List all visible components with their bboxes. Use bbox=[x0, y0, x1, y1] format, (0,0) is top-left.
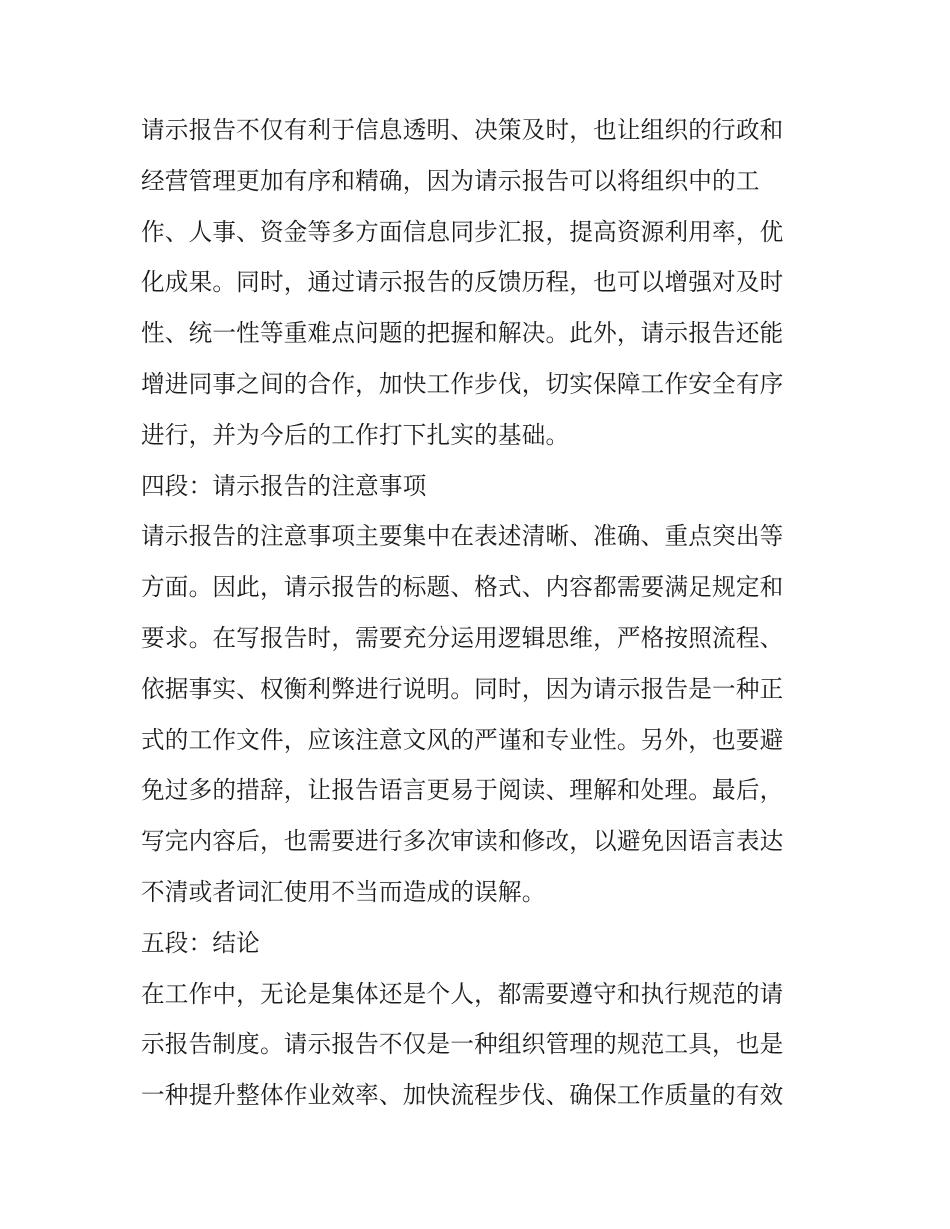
paragraph-3-line: 化成果。同时，通过请示报告的反馈历程，也可以增强对及时 bbox=[141, 268, 784, 297]
paragraph-5-line: 示报告制度。请示报告不仅是一种组织管理的规范工具，也是 bbox=[141, 1030, 784, 1059]
section-heading-4: 四段：请示报告的注意事项 bbox=[141, 471, 427, 500]
paragraph-4-line: 式的工作文件，应该注意文风的严谨和专业性。另外，也要避 bbox=[141, 725, 784, 754]
paragraph-3-line: 经营管理更加有序和精确，因为请示报告可以将组织中的工 bbox=[141, 166, 760, 195]
paragraph-4-line: 方面。因此，请示报告的标题、格式、内容都需要满足规定和 bbox=[141, 573, 784, 602]
paragraph-5-line: 一种提升整体作业效率、加快流程步伐、确保工作质量的有效 bbox=[141, 1081, 784, 1110]
paragraph-4-line: 免过多的措辞，让报告语言更易于阅读、理解和处理。最后， bbox=[141, 776, 784, 805]
paragraph-3-line: 作、人事、资金等多方面信息同步汇报，提高资源利用率，优 bbox=[141, 217, 784, 246]
section-heading-5: 五段：结论 bbox=[141, 928, 260, 957]
paragraph-3-line: 进行，并为今后的工作打下扎实的基础。 bbox=[141, 420, 570, 449]
paragraph-3-line: 请示报告不仅有利于信息透明、决策及时，也让组织的行政和 bbox=[141, 116, 784, 144]
document-body bbox=[141, 105, 813, 1121]
paragraph-3-line: 增进同事之间的合作，加快工作步伐，切实保障工作安全有序 bbox=[141, 369, 784, 398]
paragraph-4-line: 不清或者词汇使用不当而造成的误解。 bbox=[141, 877, 546, 906]
paragraph-3-line: 性、统一性等重难点问题的把握和解决。此外，请示报告还能 bbox=[141, 319, 784, 348]
paragraph-4-line: 要求。在写报告时，需要充分运用逻辑思维，严格按照流程、 bbox=[141, 623, 784, 652]
paragraph-4-line: 请示报告的注意事项主要集中在表述清晰、准确、重点突出等 bbox=[141, 522, 784, 551]
paragraph-5-line: 在工作中，无论是集体还是个人，都需要遵守和执行规范的请 bbox=[141, 979, 784, 1008]
paragraph-4-line: 依据事实、权衡利弊进行说明。同时，因为请示报告是一种正 bbox=[141, 674, 784, 703]
paragraph-4-line: 写完内容后，也需要进行多次审读和修改，以避免因语言表达 bbox=[141, 827, 784, 856]
